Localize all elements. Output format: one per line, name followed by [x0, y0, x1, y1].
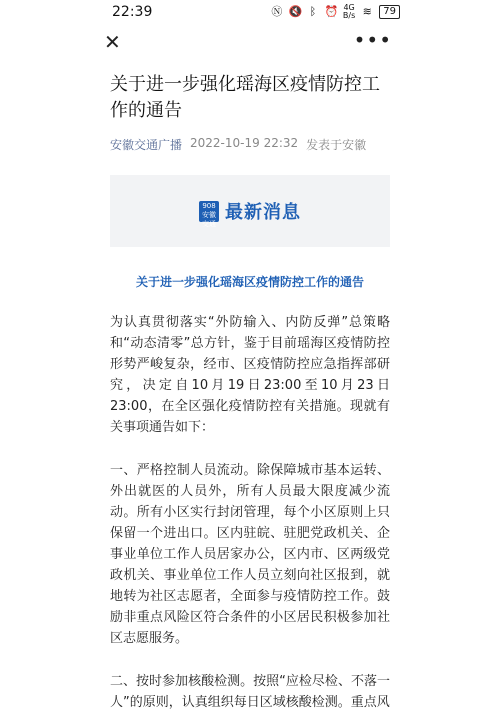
article [110, 72, 390, 713]
more-icon[interactable]: ••• [353, 28, 392, 52]
news-banner [110, 175, 390, 247]
paragraph: 为认真贯彻落实“外防输入、内防反弹”总策略和“动态清零”总方针，鉴于目前瑶海区疫情防控形势严峻复杂，经市、区疫情防控应急指挥部研究，决定自10月19日23:00至10月23日23:00，在全区强化疫情防控有关措施。现就有关事项通告如下： [110, 315, 390, 435]
silent-icon: 🔇 [288, 5, 303, 18]
status-bar [0, 0, 500, 24]
nav-bar [0, 28, 500, 60]
status-icons [271, 4, 400, 20]
article-title: 关于进一步强化瑶海区疫情防控工作的通告 [110, 74, 380, 121]
nfc-icon: Ⓝ [271, 5, 283, 18]
paragraph: 一、严格控制人员流动。除保障城市基本运转、外出就医的人员外，所有人员最大限度减少流动。所有小区实行封闭管理，每个小区原则上只保留一个进出口。区内驻皖、驻肥党政机关、企事业单位工作人员居家办公，区内市、区两级党政机关、事业单位工作人员立刻向社区报到，就地转为社区志愿者，全面参与疫情防控工作。鼓励非重点风险区符合条件的小区居民积极参加社区志愿服务。 [110, 463, 390, 646]
article-meta [110, 136, 390, 153]
published-location: 发表于安徽 [306, 138, 367, 152]
alarm-icon: ⏰ [324, 5, 339, 18]
close-icon[interactable]: ✕ [104, 30, 121, 54]
banner-text: 最新消息 [225, 202, 301, 223]
bluetooth-icon: ᛒ [309, 5, 317, 18]
content-headline: 关于进一步强化瑶海区疫情防控工作的通告 [135, 275, 364, 289]
battery-icon: 79 [379, 5, 400, 19]
status-time: 22:39 [112, 4, 153, 20]
station-logo: 908 安徽交通 [199, 201, 219, 222]
source-link[interactable]: 安徽交通广播 [110, 138, 183, 152]
paragraph: 二、按时参加核酸检测。按照“应检尽检、不落一人”的原则，认真组织每日区域核酸检测。重点风 [110, 674, 390, 710]
network-speed: 4G B/s [342, 3, 356, 20]
wifi-icon: ≋ [362, 5, 372, 18]
publish-date: 2022-10-19 22:32 [190, 136, 299, 150]
